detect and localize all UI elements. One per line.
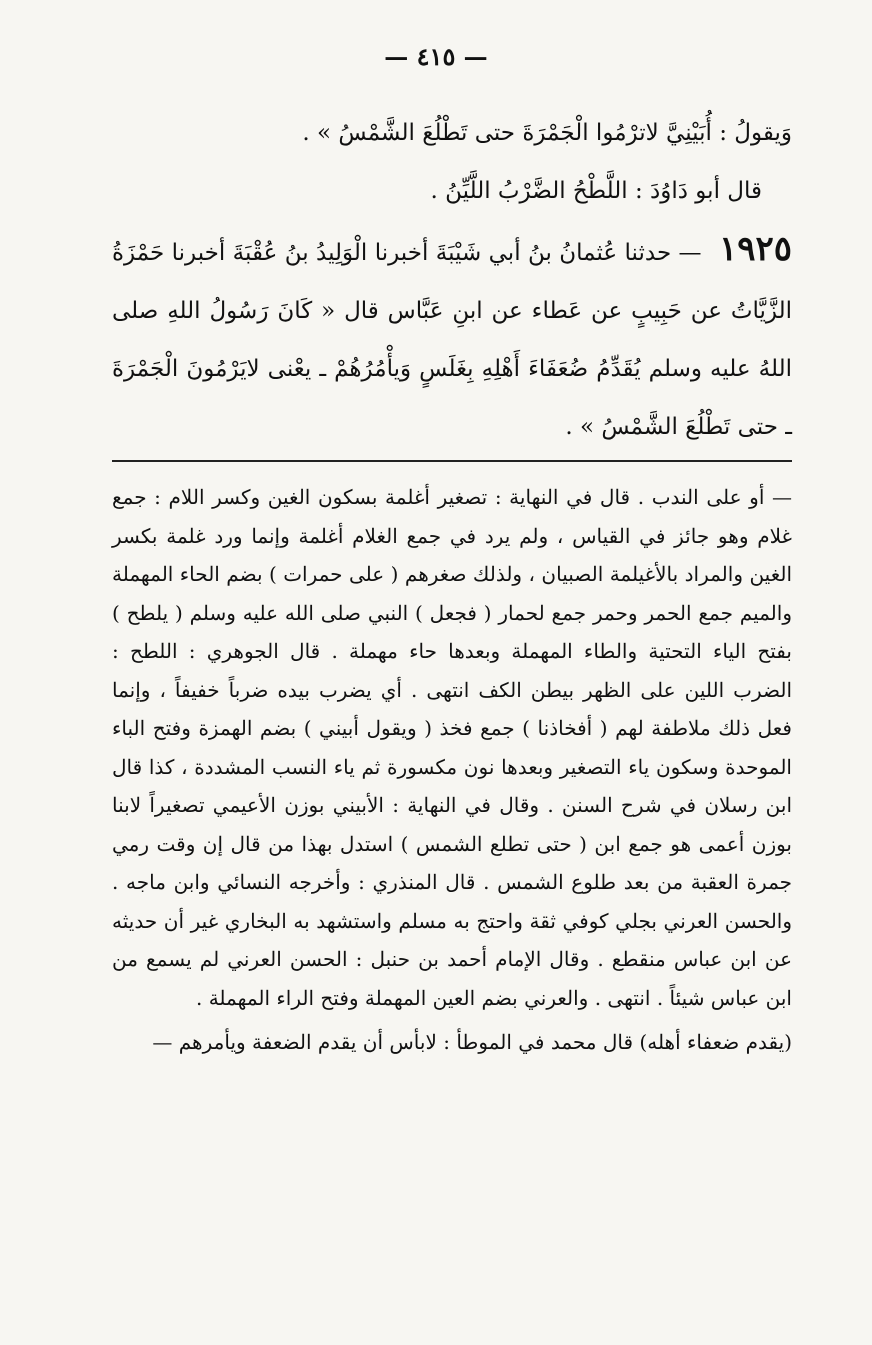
hadith-paragraph	[112, 220, 792, 456]
footnote-divider	[112, 460, 792, 462]
hadith-text: — حدثنا عُثمانُ بنُ أبي شَيْبَةَ أخبرنا الْوَلِيدُ بنُ عُقْبَةَ أخبرنا حَمْزَةُ الزَّيَّاتُ عن حَبِيبٍ عن عَطاء عن ابنِ عَبَّاس قال « كَانَ رَسُولُ اللهِ صلى اللهُ عليه وسلم يُقَدِّمُ ضُعَفَاءَ أَهْلِهِ بِغَلَسٍ وَيأْمُرُهُمْ ـ يعْنى لايَرْمُونَ الْجَمْرَةَ ـ حتى تَطْلُعَ الشَّمْسُ » .	[112, 240, 792, 440]
hadith-number: ١٩٢٥	[718, 229, 793, 269]
main-line-1: وَيقولُ : أُبَيْنِيَّ لاترْمُوا الْجَمْرَةَ حتى تَطْلُعَ الشَّمْسُ » .	[302, 120, 792, 146]
page-number: — ٤١٥ —	[384, 42, 488, 71]
footnotes	[112, 478, 792, 1062]
main-line-2: قال أبو دَاوُدَ : اللَّطْحُ الضَّرْبُ اللَّيِّنُ .	[430, 178, 762, 204]
footnote-paragraph-1: — أو على الندب . قال في النهاية : تصغير أغلمة بسكون الغين وكسر اللام : جمع غلام وهو جائز في القياس ، ولم يرد في جمع الغلام أغلمة وإنما ورد غلمة بكسر الغين والمراد بالأغيلمة الصبيان ، ولذلك صغرهم ( على حمرات ) بضم الحاء المهملة والميم جمع الحمر وحمر جمع لحمار ( فجعل ) النبي صلى الله عليه وسلم ( يلطح ) بفتح الياء التحتية والطاء المهملة وبعدها حاء مهملة . قال الجوهري : اللطح : الضرب اللين على الظهر بيطن الكف انتهى . أي يضرب بيده ضرباً خفيفاً ، وإنما فعل ذلك ملاطفة لهم ( أفخاذنا ) جمع فخذ ( ويقول أبيني ) بضم الهمزة وفتح الباء الموحدة وسكون ياء التصغير وبعدها نون مكسورة ثم ياء النسب المشددة ، كذا قال ابن رسلان في شرح السنن . وقال في النهاية : الأبيني بوزن الأعيمي تصغيراً لابنا بوزن أعمى هو جمع ابن ( حتى تطلع الشمس ) استدل بهذا من قال إن وقت رمي جمرة العقبة من بعد طلوع الشمس . قال المنذري : وأخرجه النسائي وابن ماجه . والحسن العرني بجلي كوفي ثقة واحتج به مسلم واستشهد به البخاري غير أن حديثه عن ابن عباس منقطع . وقال الإمام أحمد بن حنبل : الحسن العرني لم يسمع من ابن عباس شيئاً . انتهى . والعرني بضم العين المهملة وفتح الراء المهملة .	[112, 485, 792, 1010]
footnote-paragraph-2: (يقدم ضعفاء أهله) قال محمد في الموطأ : لابأس أن يقدم الضعفة ويأمرهم —	[152, 1030, 792, 1054]
main-text	[112, 104, 792, 456]
